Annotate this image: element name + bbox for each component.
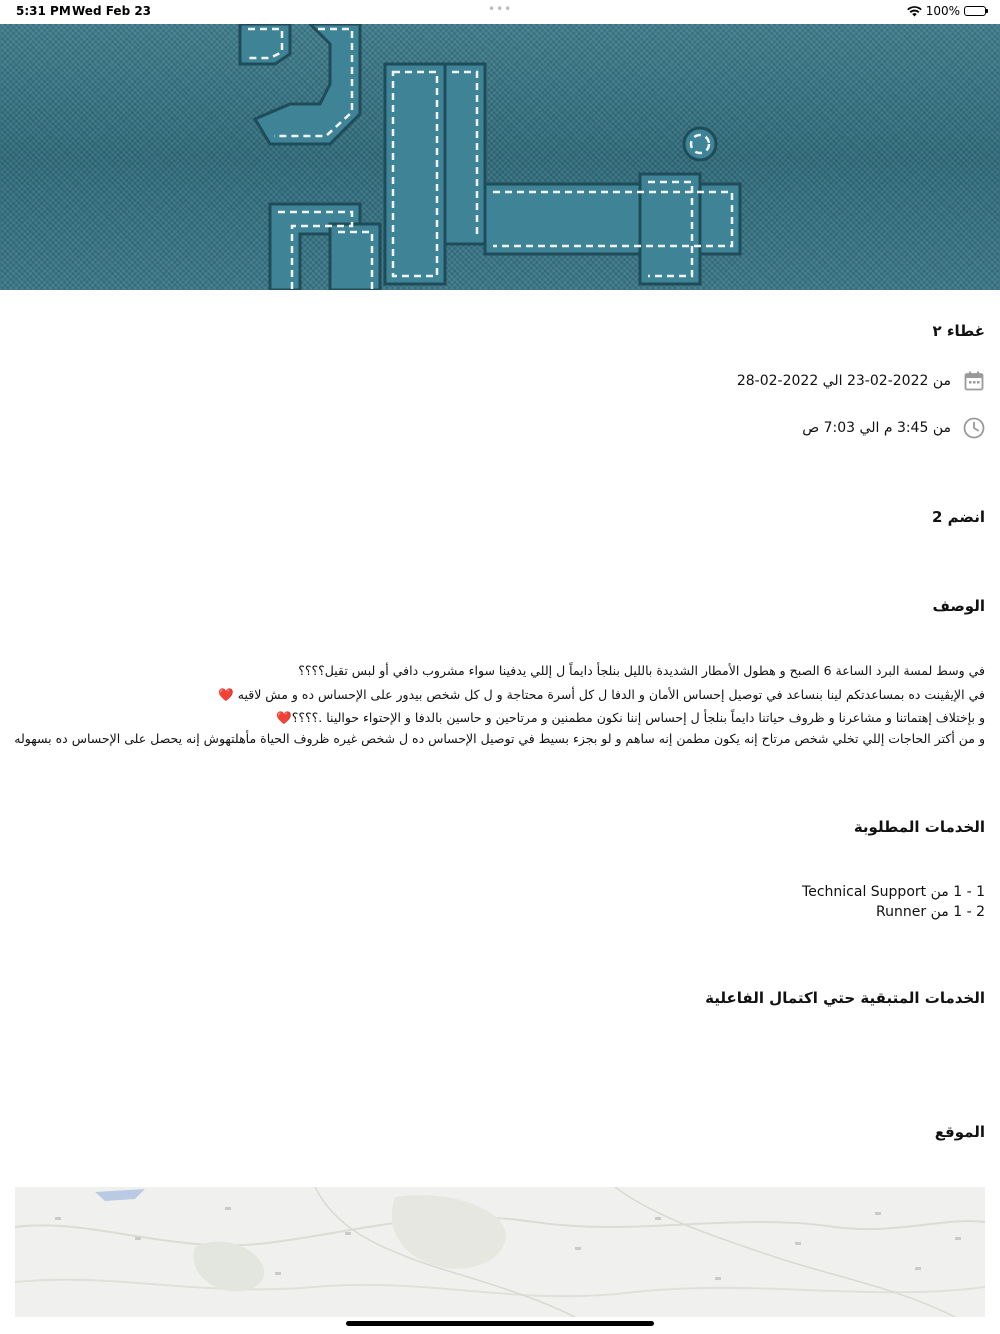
battery-percent: 100%: [925, 4, 960, 18]
status-time: 5:31 PM: [16, 4, 71, 18]
join-label: انضم: [947, 508, 985, 526]
required-services-list: [802, 882, 985, 922]
description-line: في وسط لمسة البرد الساعة 6 الصبح و هطول الأمطار الشديدة بالليل بنلجأ دايماً ل إللي يدفينا سواء مشروب دافي أو لبس تقيل؟؟؟؟: [298, 663, 985, 678]
battery-icon: [964, 6, 986, 16]
event-title: غطاء ٢: [932, 322, 985, 340]
multitask-dots-icon[interactable]: •••: [488, 2, 513, 16]
description-line: في الإيڤينت ده بمساعدتكم لينا بنساعد في توصيل إحساس الأمان و الدفا ل كل أسرة محتاجة و ل كل شخص بيدور على الإحساس ده و مش لاقيه ❤️: [218, 687, 985, 702]
clock-icon: [963, 417, 985, 439]
description-title: الوصف: [932, 597, 985, 615]
required-services-title: الخدمات المطلوبة: [853, 818, 985, 836]
status-bar: [0, 0, 1000, 24]
event-banner-image: [0, 24, 1000, 290]
home-indicator[interactable]: [346, 1321, 654, 1326]
location-title: الموقع: [934, 1123, 985, 1141]
time-range-text: من 3:45 م الي 7:03 ص: [802, 420, 951, 436]
join-count: 2: [932, 508, 943, 526]
wifi-icon: [907, 6, 922, 17]
service-item: 1 - 1 من Technical Support: [802, 884, 985, 900]
time-range-row: [802, 417, 985, 439]
description-line: و من أكتر الحاجات إللي تخلي شخص مرتاح إنه يكون مطمن إنه ساهم و لو بجزء بسيط في توصيل الإحساس ده ل شخص غيره ظروف الحياة مأهلتهوش إنه يحصل على الإحساس ده بسهوله: [14, 731, 985, 746]
description-line: و بإختلاف إهتماتنا و مشاعرنا و ظروف حياتنا دايماً بنلجأ ل إحساس إننا نكون مطمنين و مرتاحين و حاسين بالدفا و الإحتواء حوالينا .؟؟؟؟❤️: [276, 710, 985, 725]
status-date: Wed Feb 23: [72, 4, 152, 18]
date-range-text: من 2022-02-23 الي 2022-02-28: [736, 373, 951, 389]
map-view-icon: [15, 1187, 985, 1317]
service-item: 2 - 1 من Runner: [876, 904, 985, 920]
date-range-row: [737, 370, 985, 392]
join-button[interactable]: [932, 508, 985, 526]
location-map[interactable]: [15, 1187, 985, 1317]
calendar-icon: [963, 370, 985, 392]
remaining-services-title: الخدمات المتبقية حتي اكتمال الفاعلية: [705, 989, 985, 1007]
description-text: [14, 659, 985, 749]
